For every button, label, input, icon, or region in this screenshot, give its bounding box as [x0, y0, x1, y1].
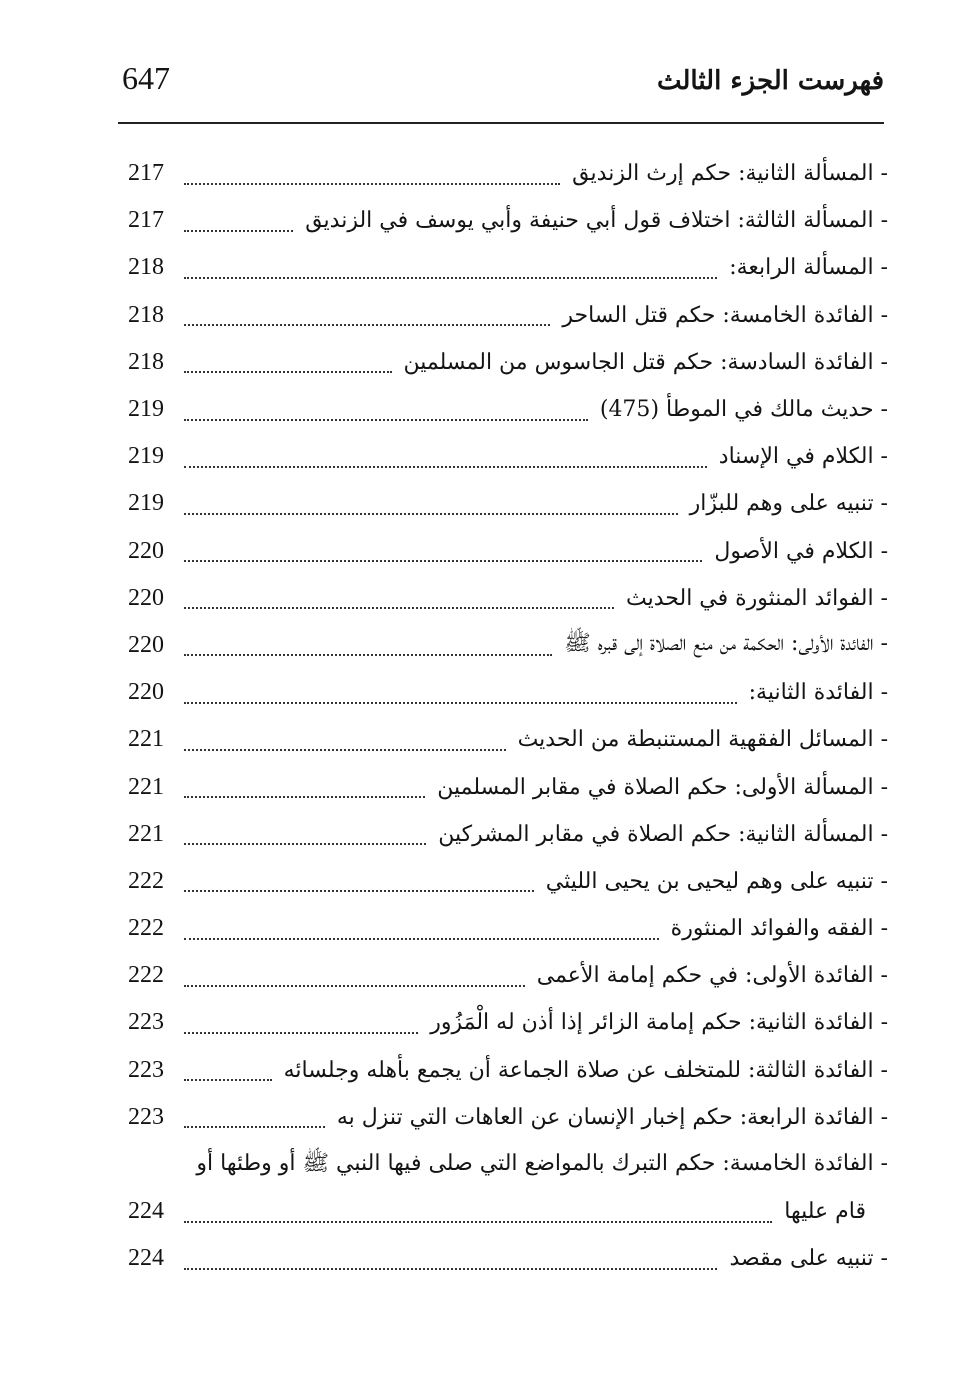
toc-entry-page: 221	[128, 773, 164, 800]
toc-entry-page: 223	[128, 1009, 164, 1036]
toc-entry-text: قام عليها	[776, 1199, 888, 1224]
page-number: 647	[122, 60, 170, 96]
toc-entry-page: 223	[128, 1056, 164, 1083]
toc-entry-page: 223	[128, 1103, 164, 1130]
toc-entry-text: - تنبيه على وهم ليحيى بن يحيى الليثي	[538, 869, 888, 894]
toc-entry-text: - الفائدة الرابعة: حكم إخبار الإنسان عن العاهات التي تنزل به	[329, 1105, 888, 1130]
toc-entry-page: 219	[128, 396, 164, 423]
dot-leader	[184, 796, 425, 798]
toc-entry	[128, 1094, 888, 1141]
dot-leader	[184, 277, 717, 279]
toc-entry	[128, 197, 888, 244]
toc-entry	[128, 905, 888, 952]
dot-leader	[184, 230, 293, 232]
dot-leader	[184, 985, 525, 987]
dot-leader	[184, 1268, 717, 1270]
toc-entry	[128, 763, 888, 810]
toc-entry-text: - حديث مالك في الموطأ (475)	[592, 397, 888, 422]
toc-entry-page: 219	[128, 490, 164, 517]
dot-leader	[184, 607, 614, 609]
toc-entry-text: - الفائدة الثانية:	[741, 680, 888, 705]
toc-entry-page: 217	[128, 160, 164, 187]
dot-leader	[184, 843, 426, 845]
toc-entry-page: 224	[128, 1198, 164, 1225]
toc-entry-page: 222	[128, 915, 164, 942]
dot-leader	[184, 890, 534, 892]
page-title: فهرست الجزء الثالث	[656, 66, 884, 96]
toc-entry-text: - الفائدة الخامسة: حكم التبرك بالمواضع التي صلى فيها النبي ﷺ أو وطئها أو	[188, 1149, 888, 1181]
dot-leader	[184, 702, 737, 704]
toc-entry-page: 220	[128, 537, 164, 564]
toc-entry	[128, 1141, 888, 1188]
toc-entry	[128, 622, 888, 669]
dot-leader	[184, 513, 678, 515]
toc-entry-text: - الفائدة الخامسة: حكم قتل الساحر	[554, 303, 888, 328]
toc-entry	[128, 575, 888, 622]
toc-entry-page: 217	[128, 207, 164, 234]
toc-entry-text: - الفائدة الأولى: الحكمة من منع الصلاة إلى قبره ﷺ	[556, 629, 888, 661]
toc-entry-text: - الفائدة الأولى: في حكم إمامة الأعمى	[529, 963, 888, 988]
toc-entry-page: 222	[128, 867, 164, 894]
toc-entry-text: - المسألة الثانية: حكم الصلاة في مقابر المشركين	[430, 822, 888, 847]
toc-entry	[128, 669, 888, 716]
dot-leader	[184, 749, 506, 751]
dot-leader	[184, 938, 659, 940]
toc-entry-text: - الكلام في الإسناد	[711, 444, 888, 469]
dot-leader	[184, 183, 560, 185]
toc-entry-text: - المسائل الفقهية المستنبطة من الحديث	[510, 727, 888, 752]
table-of-contents	[128, 150, 888, 1283]
toc-entry-text: - الفائدة الثالثة: للمتخلف عن صلاة الجماعة أن يجمع بأهله وجلسائه	[276, 1058, 888, 1083]
toc-entry-page: 224	[128, 1245, 164, 1272]
toc-entry-page: 218	[128, 301, 164, 328]
toc-entry-page: 220	[128, 631, 164, 658]
toc-entry	[128, 339, 888, 386]
dot-leader	[184, 560, 702, 562]
toc-entry-page: 220	[128, 584, 164, 611]
toc-entry-page: 219	[128, 443, 164, 470]
dot-leader	[184, 1079, 272, 1081]
toc-entry-text: - المسألة الأولى: حكم الصلاة في مقابر المسلمين	[429, 775, 888, 800]
toc-entry-page: 220	[128, 679, 164, 706]
toc-entry	[128, 433, 888, 480]
toc-entry	[128, 150, 888, 197]
toc-entry	[128, 528, 888, 575]
toc-entry	[128, 858, 888, 905]
toc-entry-text: - المسألة الثانية: حكم إرث الزنديق	[564, 161, 888, 186]
toc-entry	[128, 386, 888, 433]
toc-entry-text: - الفوائد المنثورة في الحديث	[618, 586, 888, 611]
toc-entry-text: - الكلام في الأصول	[706, 539, 888, 564]
toc-entry	[128, 480, 888, 527]
toc-entry-page: 221	[128, 820, 164, 847]
toc-entry	[128, 244, 888, 291]
toc-entry	[128, 811, 888, 858]
dot-leader	[184, 654, 552, 656]
toc-entry-text: - تنبيه على وهم للبزّار	[682, 491, 888, 516]
toc-entry-text: - المسألة الرابعة:	[721, 255, 888, 280]
dot-leader	[184, 1032, 418, 1034]
toc-entry-text: - الفقه والفوائد المنثورة	[663, 916, 888, 941]
page-header	[118, 58, 884, 124]
toc-entry-page: 218	[128, 348, 164, 375]
dot-leader	[184, 371, 392, 373]
toc-entry	[128, 952, 888, 999]
toc-entry	[128, 716, 888, 763]
toc-entry	[128, 292, 888, 339]
dot-leader	[184, 1221, 772, 1223]
toc-entry-page: 222	[128, 962, 164, 989]
toc-entry	[128, 1235, 888, 1282]
toc-entry-page: 218	[128, 254, 164, 281]
toc-entry-text: - المسألة الثالثة: اختلاف قول أبي حنيفة وأبي يوسف في الزنديق	[297, 208, 888, 233]
toc-entry-text: - تنبيه على مقصد	[721, 1246, 888, 1271]
toc-entry-text: - الفائدة السادسة: حكم قتل الجاسوس من المسلمين	[396, 350, 888, 375]
toc-entry	[128, 999, 888, 1046]
toc-entry-page: 221	[128, 726, 164, 753]
dot-leader	[184, 1126, 325, 1128]
dot-leader	[184, 419, 588, 421]
toc-entry	[128, 1047, 888, 1094]
toc-entry-continuation	[128, 1188, 888, 1235]
dot-leader	[184, 324, 550, 326]
dot-leader	[184, 466, 707, 468]
toc-entry-text: - الفائدة الثانية: حكم إمامة الزائر إذا أذن له الْمَزُور	[422, 1010, 888, 1035]
